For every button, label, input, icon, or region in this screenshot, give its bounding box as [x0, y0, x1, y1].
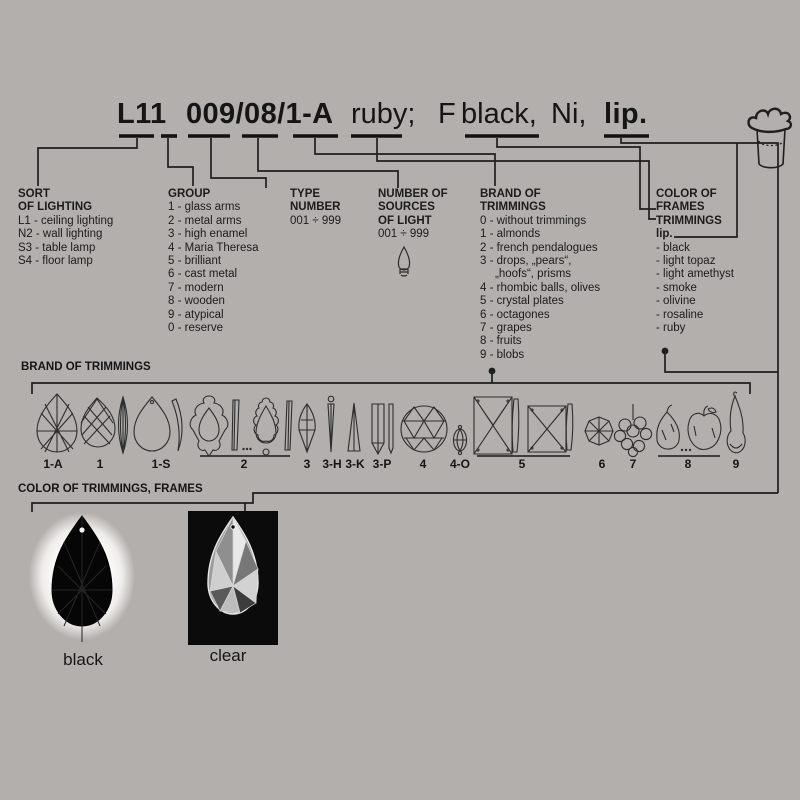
column-colors-item: - black: [656, 241, 690, 254]
column-brand-heading: BRAND OF: [480, 188, 541, 200]
title-segment-4: F: [438, 98, 456, 130]
shape-4O-beaded-olive: [454, 425, 467, 454]
connector-black-to-frames: [497, 138, 656, 209]
shape-label-3-K: 3-K: [345, 457, 365, 471]
shape-5-square-plate: [528, 406, 566, 452]
column-group-item: 3 - high enamel: [168, 228, 248, 241]
shape-4-faceted-ball: [401, 406, 447, 452]
column-sort-item: N2 - wall lighting: [18, 228, 103, 241]
column-sources-item: 001 ÷ 999: [378, 228, 430, 241]
column-group-item: 2 - metal arms: [168, 214, 242, 227]
column-colors-item: - smoke: [656, 281, 697, 294]
shape-9-blob: [727, 392, 745, 453]
color-of-trimmings-section-label: COLOR OF TRIMMINGS, FRAMES: [18, 483, 203, 495]
title-segment-1: L11: [117, 98, 167, 130]
shape-3P-bar-prisms: [372, 404, 393, 454]
column-colors-heading: TRIMMINGS: [656, 214, 722, 227]
shape-label-1: 1: [96, 457, 104, 471]
column-brand-item: 0 - without trimmings: [480, 214, 587, 227]
title-segment-3: ruby;: [351, 98, 416, 130]
shape-1-marquise: [119, 397, 128, 453]
column-type-item: 001 ÷ 999: [290, 214, 342, 227]
shape-label-1-A: 1-A: [43, 457, 63, 471]
column-brand-item: 6 - octagones: [480, 308, 550, 321]
column-brand-item: 1 - almonds: [480, 228, 541, 241]
shape-8-apple: [688, 406, 721, 450]
column-group-item: 4 - Maria Theresa: [168, 241, 259, 254]
column-type-heading: NUMBER: [290, 201, 341, 214]
shape-label-5: 5: [518, 457, 526, 471]
column-type-heading: TYPE: [290, 188, 321, 200]
shape-label-7: 7: [629, 457, 637, 471]
connector-ruby-to-trimmings: [377, 138, 656, 219]
column-brand-item: „hoofs“, prisms: [495, 268, 572, 281]
candle-bulb-icon: [398, 247, 409, 276]
black-color-label: black: [63, 650, 103, 669]
column-sort-item: S4 - floor lamp: [18, 255, 93, 268]
column-group-item: 9 - atypical: [168, 308, 224, 321]
clear-color-label: clear: [209, 646, 247, 665]
column-colors-item: - ruby: [656, 322, 686, 335]
column-colors-item: - light amethyst: [656, 268, 734, 281]
shape-7-grapes: [614, 404, 651, 457]
shape-label-3-P: 3-P: [372, 457, 392, 471]
column-group-item: 6 - cast metal: [168, 268, 238, 281]
title-segment-7: lip.: [604, 98, 648, 130]
column-brand-item: 2 - french pendalogues: [480, 241, 598, 254]
column-colors-heading: COLOR OF: [656, 188, 717, 200]
column-colors-item: - light topaz: [656, 255, 716, 268]
connector-lip-column: [674, 143, 737, 237]
connector-group: [168, 138, 193, 186]
shape-6-octagon: [585, 417, 613, 445]
column-group-heading: GROUP: [168, 188, 211, 200]
connector-sort: [38, 138, 137, 186]
shape-label-2: 2: [240, 457, 248, 471]
shape-5-sliver2: [566, 404, 573, 450]
connector-colors-bullet-line: [665, 351, 778, 372]
column-brand-item: 7 - grapes: [480, 322, 532, 335]
column-group-item: 7 - modern: [168, 281, 224, 294]
shape-2-scalloped-pendalogue: [254, 398, 279, 455]
shape-label-3: 3: [303, 457, 311, 471]
lip-trimming-icon: [749, 109, 791, 168]
column-group-item: 5 - brilliant: [168, 255, 222, 268]
title-segment-6: Ni,: [551, 98, 587, 130]
shape-3K-cone: [348, 403, 360, 451]
shape-3H-ball-spike: [328, 396, 334, 452]
shape-label-4: 4: [419, 457, 427, 471]
column-sort-heading: OF LIGHTING: [18, 201, 93, 214]
column-group-item: 8 - wooden: [168, 295, 225, 308]
title-segment-5: black,: [461, 98, 537, 130]
title-segment-2: 009/08/1-A: [186, 98, 334, 130]
shape-2-gothic-pendalogue: [190, 396, 228, 456]
column-group-item: 0 - reserve: [168, 322, 223, 335]
column-colors-item: - olivine: [656, 295, 696, 308]
shape-8-pear: [657, 405, 679, 449]
colors-bullet: [662, 348, 669, 355]
column-brand-item: 8 - fruits: [480, 335, 522, 348]
column-sort-item: S3 - table lamp: [18, 241, 96, 254]
column-sources-heading: OF LIGHT: [378, 214, 432, 227]
column-brand-item: 5 - crystal plates: [480, 295, 564, 308]
shape-2-sliver: [232, 400, 239, 450]
column-sort-heading: SORT: [18, 188, 50, 200]
shapes-row-bracket: [32, 383, 750, 394]
shape-label-9: 9: [732, 457, 740, 471]
column-colors-heading: lip.: [656, 228, 673, 241]
shape-1S-crescent: [172, 399, 182, 451]
trimming-shapes: [37, 392, 745, 457]
column-colors-heading: FRAMES: [656, 201, 705, 214]
shape-label-1-S: 1-S: [151, 457, 171, 471]
shape-5-sliver: [512, 399, 519, 452]
brand-bullet: [489, 368, 496, 375]
column-brand-item: 9 - blobs: [480, 348, 525, 361]
shape-2-sliver2: [285, 401, 292, 450]
column-sort-item: L1 - ceiling lighting: [18, 214, 114, 227]
column-colors-item: - rosaline: [656, 308, 704, 321]
shape-label-4-O: 4-O: [449, 457, 471, 471]
shape-label-8: 8: [684, 457, 692, 471]
column-brand-item: 3 - drops, „pears“,: [480, 255, 572, 268]
column-group-item: 1 - glass arms: [168, 201, 241, 214]
connector-brand: [315, 138, 495, 186]
shape-1-mesh-teardrop: [81, 398, 115, 447]
shape-5-rect-plate: [474, 397, 512, 454]
shape-1A-fan-teardrop: [37, 394, 77, 452]
shape-label-3-H: 3-H: [322, 457, 342, 471]
shape-label-6: 6: [598, 457, 606, 471]
shape-1S-plain-teardrop: [134, 397, 170, 451]
column-brand-heading: TRIMMINGS: [480, 201, 546, 214]
color-section-bracket: [32, 493, 778, 512]
column-sources-heading: NUMBER OF: [378, 188, 448, 200]
column-sources-heading: SOURCES: [378, 201, 435, 214]
shape-3-drop-prism: [299, 404, 315, 452]
brand-of-trimmings-row-label: BRAND OF TRIMMINGS: [21, 361, 151, 373]
column-brand-item: 4 - rhombic balls, olives: [480, 281, 601, 294]
